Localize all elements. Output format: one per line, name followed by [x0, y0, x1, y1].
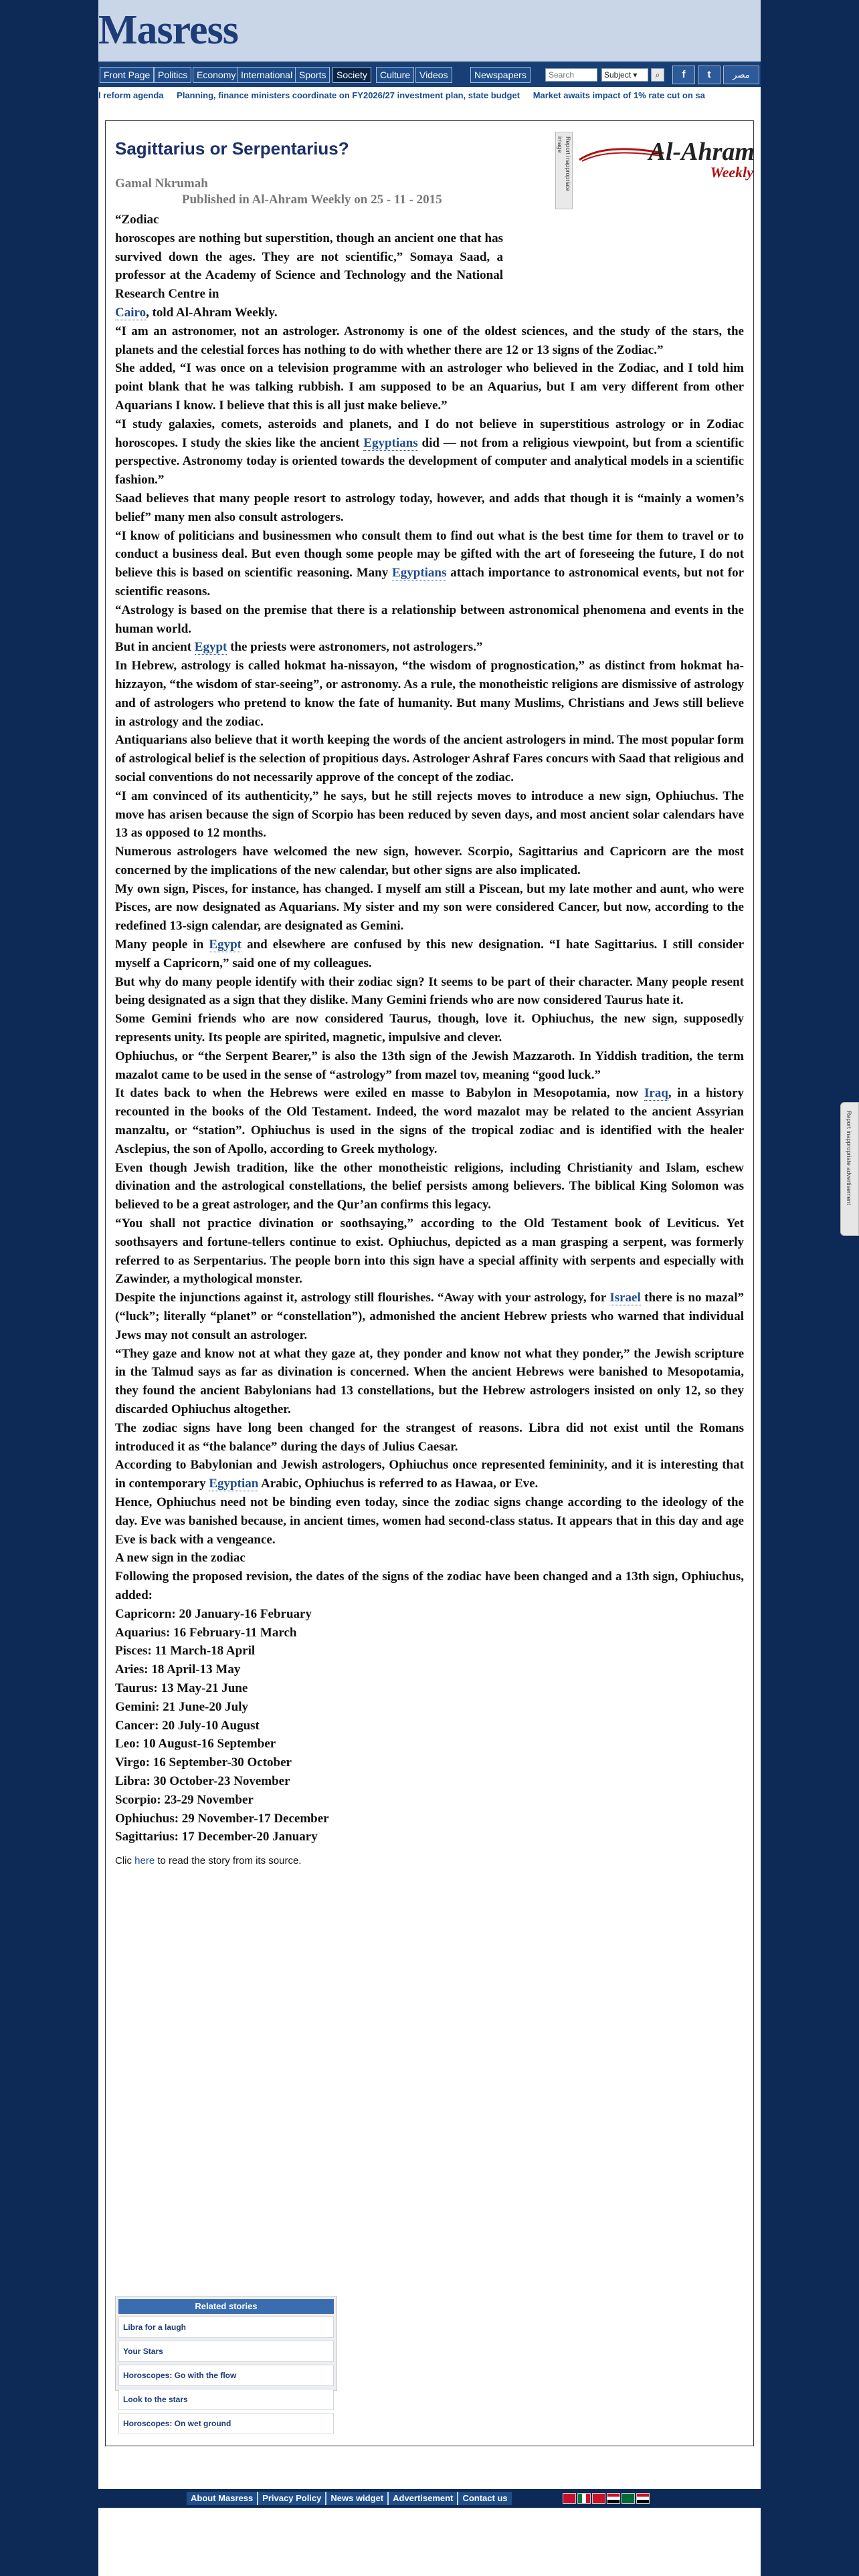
sign-item: Cancer: 20 July-10 August: [115, 1718, 260, 1733]
paragraph-text: But in ancient: [115, 640, 192, 655]
ahram-logo-weekly: Weekly: [710, 164, 753, 181]
paragraph-text: , in a history recounted in the books of the Old Testament. Indeed, the word mazalot may be related to the ancient Assyrian manzaltu, or “station”. Ophiuchus is used in the signs of the tropical zodiac and is identified with the healer Asclepius, the son of Apollo, according to Greek mythology.: [115, 1086, 744, 1156]
article-author: Gamal Nkrumah: [115, 177, 208, 191]
article: [115, 130, 755, 1868]
site-logo[interactable]: Masress: [98, 7, 238, 53]
report-ad-label: Report inappropriate advertisement: [846, 1111, 852, 1206]
paragraph: [115, 936, 744, 973]
paragraph: Following the proposed revision, the dates of the signs of the zodiac have been changed and a 13th sign, Ophiuchus, added:: [115, 1570, 744, 1602]
report-image-button[interactable]: [555, 132, 573, 209]
nav-politics[interactable]: Politics: [154, 67, 191, 83]
sign-item: Taurus: 13 May-21 June: [115, 1681, 248, 1695]
paragraph-text: attach importance to astronomical events, but not for scientific reasons.: [115, 566, 745, 599]
article-pubdate: Published in Al-Ahram Weekly on 25 - 11 - 2015: [182, 193, 442, 207]
main-nav: [98, 62, 761, 87]
paragraph: The zodiac signs have long been changed for the strangest of reasons. Libra did not exist until the Romans introduced it as “the balance” during the days of Julius Caesar.: [115, 1420, 744, 1454]
link-egyptians[interactable]: Egyptians: [392, 566, 447, 580]
link-israel[interactable]: Israel: [609, 1291, 641, 1305]
nav-videos[interactable]: Videos: [415, 67, 452, 83]
paragraph: [115, 304, 744, 322]
footer-advertisement[interactable]: Advertisement: [387, 2492, 457, 2505]
search-icon[interactable]: ⌕: [651, 68, 664, 82]
source-line: [115, 1854, 744, 1868]
ticker-item[interactable]: Market awaits impact of 1% rate cut on sa: [533, 90, 705, 100]
flag-icon[interactable]: [607, 2493, 620, 2504]
footer-about[interactable]: About Masress: [187, 2492, 257, 2505]
paragraph: My own sign, Pisces, for instance, has changed. I myself am still a Piscean, but my late mother and aunt, who were Pisces, are now designated as Aquarians. My sister and my son were considered Cancer, but now, according to the redefined 13-sign calendar, are designated as Gemini.: [115, 881, 744, 934]
nav-society[interactable]: Society: [332, 67, 371, 83]
paragraph-text: “I know of politicians and businessmen who consult them to find out what is the best time for them to travel or to conduct a business deal. But even though some people may be gifted with the art of foreseeing the future, I do not believe this is based on scientific reasoning. Many: [115, 528, 744, 580]
search-input[interactable]: [545, 68, 597, 82]
footer-news-widget[interactable]: News widget: [325, 2492, 387, 2505]
paragraph: “I am an astronomer, not an astrologer. Astronomy is one of the oldest sciences, and the study of the stars, the planets and the celestial forces has nothing to do with whether there are 12 or 13 signs of the Zodiac.”: [115, 324, 744, 357]
paragraph-text: horoscopes are nothing but superstition, though an ancient one that has survived down the ages. They are not scientific,” Somaya Saad, a professor at the Academy of Science and Technology and the National Research Centre in: [115, 231, 503, 302]
nav-culture[interactable]: Culture: [376, 67, 414, 83]
flag-icon[interactable]: [577, 2493, 591, 2504]
nav-international[interactable]: International: [237, 67, 296, 83]
paragraph: Numerous astrologers have welcomed the new sign, however. Scorpio, Sagittarius and Capricorn are the most concerned by the implications of the new calendar, but other signs are also implicated.: [115, 845, 744, 877]
page: [98, 0, 761, 2576]
nav-front-page[interactable]: Front Page: [100, 67, 154, 83]
related-story-link[interactable]: Horoscopes: Go with the flow: [118, 2365, 334, 2386]
paragraph: Even though Jewish tradition, like the other monotheistic religions, including Christianity and Islam, eschew divination and the astrological constellations, the belief persists among believers. The biblical King Solomon was believed to be a great astrologer, and the Qur’an confirms this legacy.: [115, 1160, 744, 1212]
paragraph: [115, 415, 744, 490]
twitter-icon[interactable]: t: [698, 66, 721, 84]
nav-economy[interactable]: Economy: [193, 67, 240, 83]
flag-icon[interactable]: [636, 2493, 650, 2504]
footer-links: [187, 2492, 512, 2505]
paragraph: [115, 1289, 744, 1344]
sign-item: Capricorn: 20 January-16 February: [115, 1606, 312, 1621]
news-ticker: [98, 87, 761, 104]
footer-contact[interactable]: Contact us: [457, 2492, 511, 2505]
sign-item: Pisces: 11 March-18 April: [115, 1644, 256, 1658]
sign-item: Ophiuchus: 29 November-17 December: [115, 1811, 329, 1826]
paragraph-text: Many people in: [115, 938, 204, 952]
paragraph: Antiquarians also believe that it worth keeping the words of the ancient astrologers in mind. The most popular form of astrological belief is the selection of propitious days. Astrologer Ashraf Fares concurs with Saad that religious and social conventions do not necessarily approve of the concept of the zodiac.: [115, 733, 744, 784]
paragraph: But why do many people identify with their zodiac sign? It seems to be part of their character. Many people resent being designated as a sign that they dislike. Many Gemini friends who are now considered Taurus hate it.: [115, 974, 744, 1008]
paragraph: Saad believes that many people resort to astrology today, however, and adds that though it is “mainly a women’s belief” many men also consult astrologers.: [115, 491, 744, 524]
paragraph-text: Arabic, Ophiuchus is referred to as Hawaa, or Eve.: [261, 1477, 539, 1491]
ticker-item[interactable]: Planning, finance ministers coordinate on FY2026/27 investment plan, state budget: [177, 90, 520, 100]
paragraph-text: “I study galaxies, comets, asteroids and planets, and I do not believe in superstitious astrology or in Zodiac horoscopes. I study the skies like the ancient: [115, 417, 744, 450]
link-egypt[interactable]: Egypt: [194, 640, 227, 655]
article-title: Sagittarius or Serpentarius?: [115, 138, 349, 158]
paragraph: “You shall not practice divination or soothsaying,” according to the Old Testament book of Leviticus. Yet soothsayers and fortune-tellers continue to exist. Ophiuchus, depicted as a man grasping a serpent, was formerly referred to as Serpentarius. The people born into this sign have a special affinity with serpents and especially with Zawinder, a mythological monster.: [115, 1216, 744, 1287]
source-prefix: Clic: [115, 1855, 132, 1867]
paragraph-text: did — not from a religious viewpoint, but from a scientific perspective. Astronomy today is oriented towards the development of computer and analytical models in a scientific fashion.”: [115, 435, 745, 488]
paragraph: “Astrology is based on the premise that there is a relationship between astronomical phenomena and events in the human world.: [115, 603, 744, 636]
related-stories-title: Related stories: [118, 2299, 334, 2314]
link-cairo[interactable]: Cairo: [115, 305, 147, 320]
sign-item: Gemini: 21 June-20 July: [115, 1699, 248, 1714]
paragraph-text: , told Al-Ahram Weekly.: [146, 305, 278, 320]
flag-icon[interactable]: [592, 2493, 605, 2504]
sign-item: Sagittarius: 17 December-20 January: [115, 1830, 318, 1844]
related-stories: [115, 2296, 337, 2428]
paragraph: [115, 638, 744, 657]
sign-item: Aquarius: 16 February-11 March: [115, 1625, 297, 1640]
ahram-weekly-logo: [578, 137, 756, 185]
source-suffix: to read the story from its source.: [157, 1855, 302, 1867]
subject-select[interactable]: Subject ▾: [601, 68, 648, 82]
paragraph-text: and elsewhere are confused by this new designation. “I hate Sagittarius. I still consider myself a Capricorn,” said one of my colleagues.: [115, 938, 745, 970]
ticker-item[interactable]: l reform agenda: [98, 90, 164, 100]
sign-item: Libra: 30 October-23 November: [115, 1774, 290, 1788]
facebook-icon[interactable]: f: [672, 66, 695, 84]
nav-newspapers[interactable]: Newspapers: [470, 67, 531, 83]
article-image-area: [555, 130, 756, 217]
paragraph: [115, 1084, 744, 1158]
paragraph: “I am convinced of its authenticity,” he says, but he still rejects moves to introduce a new sign, Ophiuchus. The move has arisen because the sign of Scorpio has been reduced by seven days, and most ancient solar calendars have 13 as opposed to 12 months.: [115, 788, 744, 841]
paragraph: In Hebrew, astrology is called hokmat ha-nissayon, “the wisdom of prognostication,” as distinct from hokmat ha-hizzayon, “the wisdom of star-seeing”, or astronomy. As a rule, the monotheistic religions are dismissive of astrology and of astrologers who pretend to know the fate of humanity. But many Muslims, Christians and Jews still believe in astrology and the zodiac.: [115, 659, 744, 729]
flag-icon[interactable]: [622, 2493, 635, 2504]
ahram-logo-text: Al-Ahram: [648, 138, 755, 166]
paragraph: [115, 1456, 744, 1493]
source-link[interactable]: here: [134, 1855, 155, 1867]
paragraph: Hence, Ophiuchus need not be binding even today, since the zodiac signs change according to the ideology of the day. Eve was banished because, in ancient times, women had second-class status. It appears that in this day and age Eve is back with a vengeance.: [115, 1495, 744, 1547]
paragraph-text: According to Babylonian and Jewish astrologers, Ophiuchus once represented femininity, and it is interesting that in contemporary: [115, 1458, 744, 1491]
paragraph: [115, 229, 744, 304]
paragraph: Ophiuchus, or “the Serpent Bearer,” is also the 13th sign of the Jewish Mazzaroth. In Yiddish tradition, the term mazalot came to be used in the sense of “astrology” from mazel tov, meaning “good luck.”: [115, 1049, 744, 1082]
paragraph: [115, 527, 744, 601]
section-heading: A new sign in the zodiac: [115, 1551, 246, 1566]
paragraph-text: there is no mazal” (“luck”; literally “planet” or “constellation”), admonished the ancient Hebrew priests who warned that individual Jews may not consult an astrologer.: [115, 1291, 744, 1342]
sign-item: Scorpio: 23-29 November: [115, 1792, 254, 1807]
related-story-link[interactable]: Your Stars: [118, 2341, 334, 2362]
arabic-site-link[interactable]: مصر: [723, 66, 759, 84]
paragraph-text: It dates back to when the Hebrews were exiled en masse to Babylon in Mesopotamia, now: [115, 1086, 639, 1101]
sign-item: Leo: 10 August-16 September: [115, 1737, 276, 1751]
related-story-link[interactable]: Libra for a laugh: [118, 2317, 334, 2338]
link-egypt[interactable]: Egypt: [209, 938, 242, 952]
article-container: [105, 120, 754, 2446]
article-body: [115, 211, 744, 1846]
paragraph: Some Gemini friends who are now considered Taurus, though, love it. Ophiuchus, the new sign, supposedly represents unity. Its people are spirited, magnetic, impulsive and clever.: [115, 1012, 744, 1045]
related-story-link[interactable]: Horoscopes: On wet ground: [118, 2413, 334, 2434]
sign-item: Aries: 18 April-13 May: [115, 1662, 241, 1677]
related-story-link[interactable]: Look to the stars: [118, 2389, 334, 2410]
site-header: [98, 0, 761, 62]
link-iraq[interactable]: Iraq: [644, 1086, 668, 1101]
link-egyptian[interactable]: Egyptian: [209, 1477, 259, 1491]
sign-item: Virgo: 16 September-30 October: [115, 1755, 292, 1770]
flag-icon[interactable]: [563, 2493, 576, 2504]
paragraph: “Zodiac: [115, 213, 159, 227]
paragraph-text: Despite the injunctions against it, astrology still flourishes. “Away with your astrology, for: [115, 1291, 606, 1305]
paragraph: She added, “I was once on a television programme with an astrologer who believed in the Zodiac, and I told him point blank that he was talking rubbish. I am supposed to be an Aquarius, but I am very different from other Aquarians I know. I believe that this is all just make believe.”: [115, 361, 744, 413]
report-ad-tab[interactable]: [840, 1102, 859, 1236]
site-footer: [98, 2489, 761, 2508]
link-egyptians[interactable]: Egyptians: [363, 435, 418, 450]
paragraph-text: the priests were astronomers, not astrologers.”: [230, 640, 483, 655]
nav-sports[interactable]: Sports: [295, 67, 330, 83]
paragraph: “They gaze and know not at what they gaze at, they ponder and know not what they ponder,” the Jewish scripture in the Talmud says as far as divination is concerned. When the ancient Hebrews were banished to Mesopotamia, they found the ancient Babylonians had 13 constellations, but the Hebrew astrologers insisted on only 12, so they discarded Ophiuchus altogether.: [115, 1346, 744, 1416]
footer-privacy[interactable]: Privacy Policy: [257, 2492, 325, 2505]
report-image-label: Report inappropriate image: [557, 136, 571, 192]
